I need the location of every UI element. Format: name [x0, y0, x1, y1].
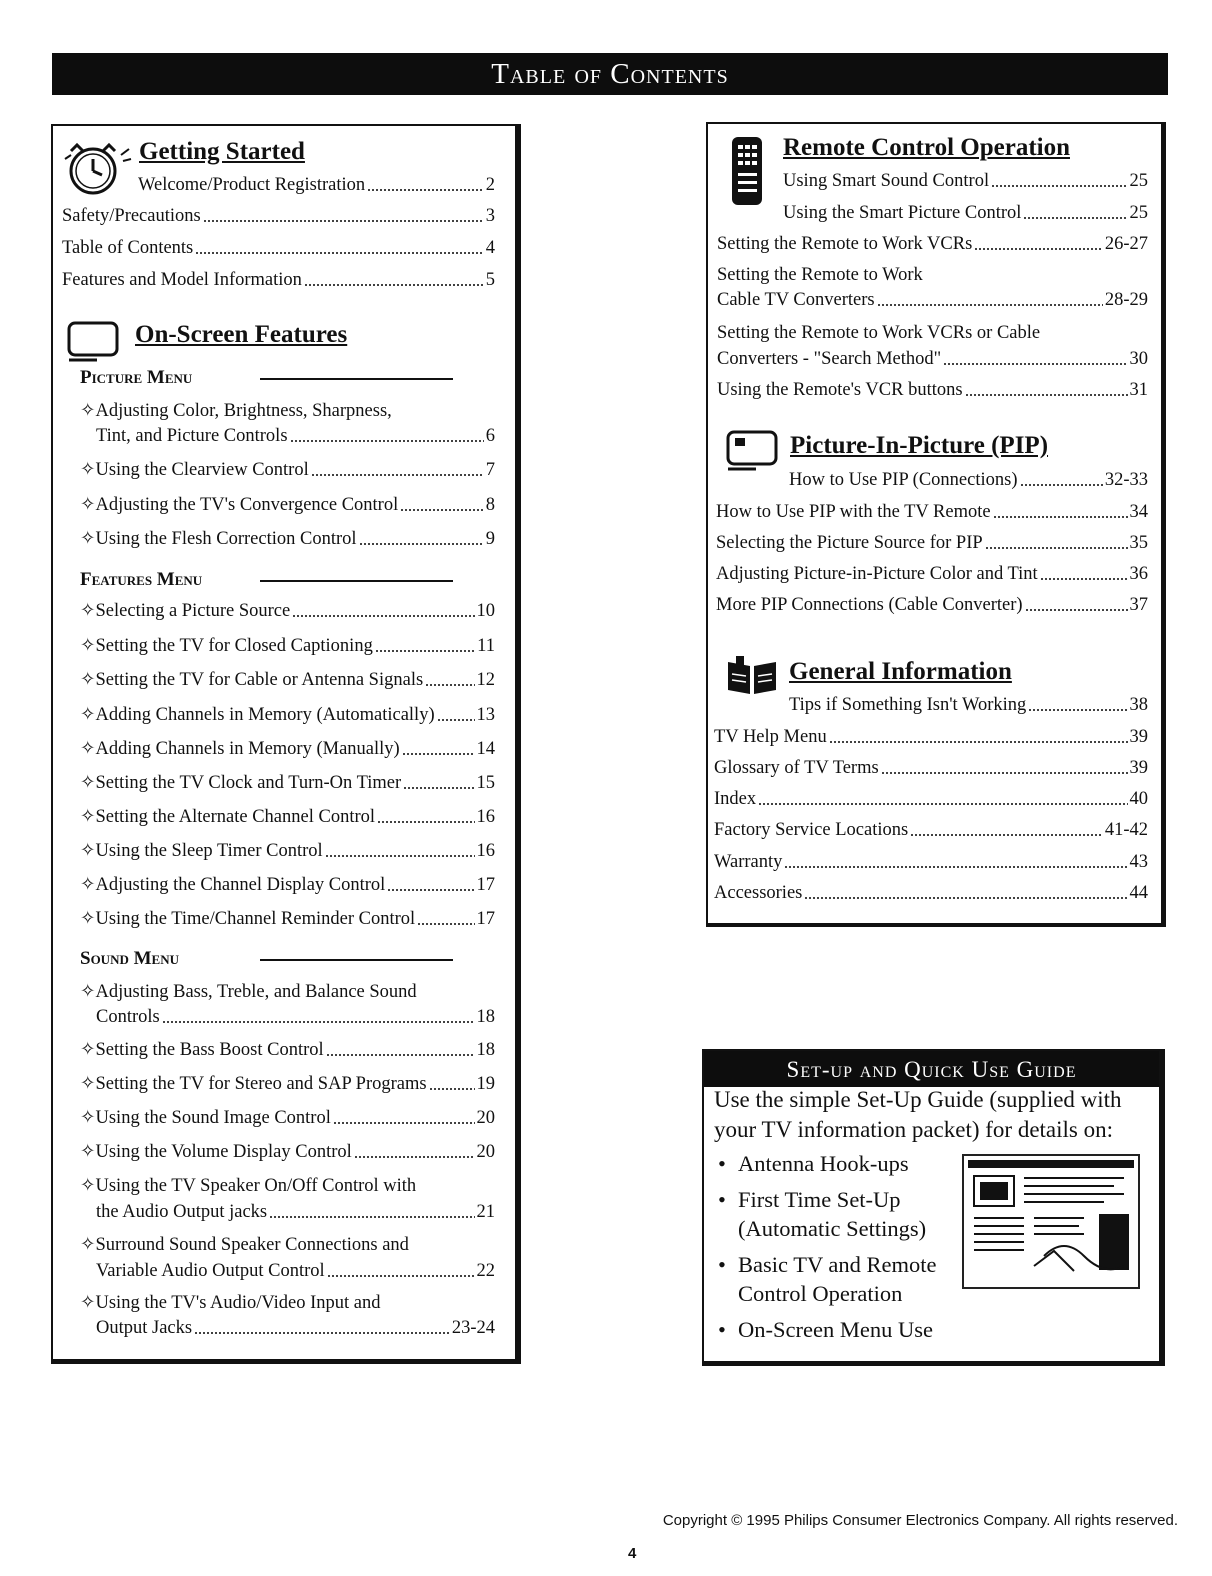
toc-entry[interactable]: Output Jacks 23-24	[96, 1318, 495, 1338]
left-contents-box	[51, 124, 521, 1364]
copyright-notice: Copyright © 1995 Philips Consumer Electronics Company. All rights reserved.	[662, 1512, 1178, 1529]
toc-entry-line: ✧Using the TV Speaker On/Off Control with	[80, 1176, 417, 1196]
toc-entry[interactable]: Controls 18	[96, 1007, 495, 1027]
pip-screen-icon	[726, 430, 780, 472]
toc-entry[interactable]: Using Smart Sound Control 25	[783, 171, 1148, 191]
picture-menu-title: Picture Menu	[80, 367, 193, 388]
toc-entry[interactable]: ✧Setting the TV Clock and Turn-On Timer 15	[80, 773, 495, 793]
toc-entry[interactable]: ✧Setting the Bass Boost Control 18	[80, 1040, 495, 1060]
toc-entry[interactable]: Cable TV Converters 28-29	[717, 290, 1148, 310]
toc-entry[interactable]: ✧Setting the Alternate Channel Control 16	[80, 807, 495, 827]
toc-entry[interactable]: More PIP Connections (Cable Converter) 37	[716, 595, 1148, 615]
toc-entry[interactable]: Adjusting Picture-in-Picture Color and Tint 36	[716, 564, 1148, 584]
list-item: • Basic TV and Remote Control Operation	[714, 1250, 964, 1308]
toc-entry[interactable]: ✧Using the Clearview Control 7	[80, 460, 495, 480]
list-item: • On-Screen Menu Use	[714, 1315, 964, 1344]
getting-started-heading: Getting Started	[139, 138, 305, 165]
toc-entry[interactable]: Tint, and Picture Controls 6	[96, 426, 495, 446]
toc-entry[interactable]: ✧Using the Sleep Timer Control 16	[80, 841, 495, 861]
sound-menu-title: Sound Menu	[80, 948, 179, 969]
toc-entry[interactable]: ✧Using the Time/Channel Reminder Control 17	[80, 909, 495, 929]
toc-entry[interactable]: How to Use PIP (Connections) 32-33	[789, 470, 1148, 490]
alarm-clock-icon	[63, 137, 133, 197]
toc-entry[interactable]: Using the Remote's VCR buttons 31	[717, 380, 1148, 400]
toc-entry[interactable]: ✧Adjusting the TV's Convergence Control 8	[80, 495, 495, 515]
toc-entry[interactable]: ✧Adding Channels in Memory (Automatically) 13	[80, 705, 495, 725]
toc-entry[interactable]: TV Help Menu 39	[714, 727, 1148, 747]
setup-guide-box	[702, 1049, 1165, 1366]
toc-entry[interactable]: ✧Selecting a Picture Source 10	[80, 601, 495, 621]
toc-entry-line: Setting the Remote to Work	[717, 265, 923, 285]
divider	[260, 378, 453, 380]
toc-entry[interactable]: Glossary of TV Terms 39	[714, 758, 1148, 778]
toc-entry[interactable]: Setting the Remote to Work VCRs 26-27	[717, 234, 1148, 254]
features-menu-title: Features Menu	[80, 569, 203, 590]
open-book-icon	[724, 656, 780, 698]
right-contents-box	[706, 122, 1166, 927]
divider	[260, 580, 453, 582]
toc-entry[interactable]: Factory Service Locations 41-42	[714, 820, 1148, 840]
setup-guide-intro: Use the simple Set-Up Guide (supplied with your TV information packet) for details on:	[714, 1087, 1122, 1142]
guide-illustration-icon	[964, 1156, 1138, 1287]
toc-entry[interactable]: ✧Setting the TV for Stereo and SAP Programs 19	[80, 1074, 495, 1094]
pip-heading: Picture-In-Picture (PIP)	[790, 432, 1049, 459]
toc-entry[interactable]: Features and Model Information 5	[62, 270, 495, 290]
toc-entry[interactable]: ✧Using the Sound Image Control 20	[80, 1108, 495, 1128]
toc-entry-line: ✧Using the TV's Audio/Video Input and	[80, 1293, 381, 1313]
divider	[260, 959, 453, 961]
toc-entry[interactable]: ✧Adjusting the Channel Display Control 17	[80, 875, 495, 895]
toc-entry[interactable]: ✧Setting the TV for Cable or Antenna Signals 12	[80, 670, 495, 690]
page-number: 4	[628, 1545, 637, 1562]
toc-entry[interactable]: ✧Using the Volume Display Control 20	[80, 1142, 495, 1162]
toc-entry[interactable]: Welcome/Product Registration 2	[138, 175, 495, 195]
toc-entry[interactable]: ✧Setting the TV for Closed Captioning 11	[80, 636, 495, 656]
toc-entry[interactable]: Safety/Precautions 3	[62, 206, 495, 226]
tv-screen-icon	[67, 321, 121, 363]
toc-entry-line: ✧Adjusting Bass, Treble, and Balance Sound	[80, 982, 417, 1002]
toc-entry[interactable]: the Audio Output jacks 21	[96, 1202, 495, 1222]
toc-entry-line: ✧Surround Sound Speaker Connections and	[80, 1235, 409, 1255]
setup-guide-thumbnail	[962, 1154, 1140, 1289]
toc-entry[interactable]: Accessories 44	[714, 883, 1148, 903]
toc-entry-line: Setting the Remote to Work VCRs or Cable	[717, 323, 1041, 343]
toc-entry[interactable]: Selecting the Picture Source for PIP 35	[716, 533, 1148, 553]
list-item: • First Time Set-Up (Automatic Settings)	[714, 1185, 964, 1243]
toc-entry[interactable]: Warranty 43	[714, 852, 1148, 872]
toc-entry-line: ✧Adjusting Color, Brightness, Sharpness,	[80, 401, 392, 421]
general-information-heading: General Information	[789, 658, 1012, 685]
toc-entry[interactable]: ✧Using the Flesh Correction Control 9	[80, 529, 495, 549]
toc-entry[interactable]: How to Use PIP with the TV Remote 34	[716, 502, 1148, 522]
list-item: • Antenna Hook-ups	[714, 1149, 964, 1178]
toc-entry[interactable]: Using the Smart Picture Control 25	[783, 203, 1148, 223]
setup-guide-list	[714, 1149, 964, 1351]
remote-control-icon	[729, 135, 765, 207]
toc-entry[interactable]: Table of Contents 4	[62, 238, 495, 258]
page-title: Table of Contents	[52, 53, 1168, 95]
setup-guide-title: Set-up and Quick Use Guide	[704, 1051, 1159, 1087]
toc-entry[interactable]: ✧Adding Channels in Memory (Manually) 14	[80, 739, 495, 759]
toc-entry[interactable]: Converters - "Search Method" 30	[717, 349, 1148, 369]
on-screen-features-heading: On-Screen Features	[135, 321, 348, 348]
toc-entry[interactable]: Index 40	[714, 789, 1148, 809]
remote-control-heading: Remote Control Operation	[783, 134, 1070, 161]
toc-entry[interactable]: Tips if Something Isn't Working 38	[789, 695, 1148, 715]
toc-entry[interactable]: Variable Audio Output Control 22	[96, 1261, 495, 1281]
